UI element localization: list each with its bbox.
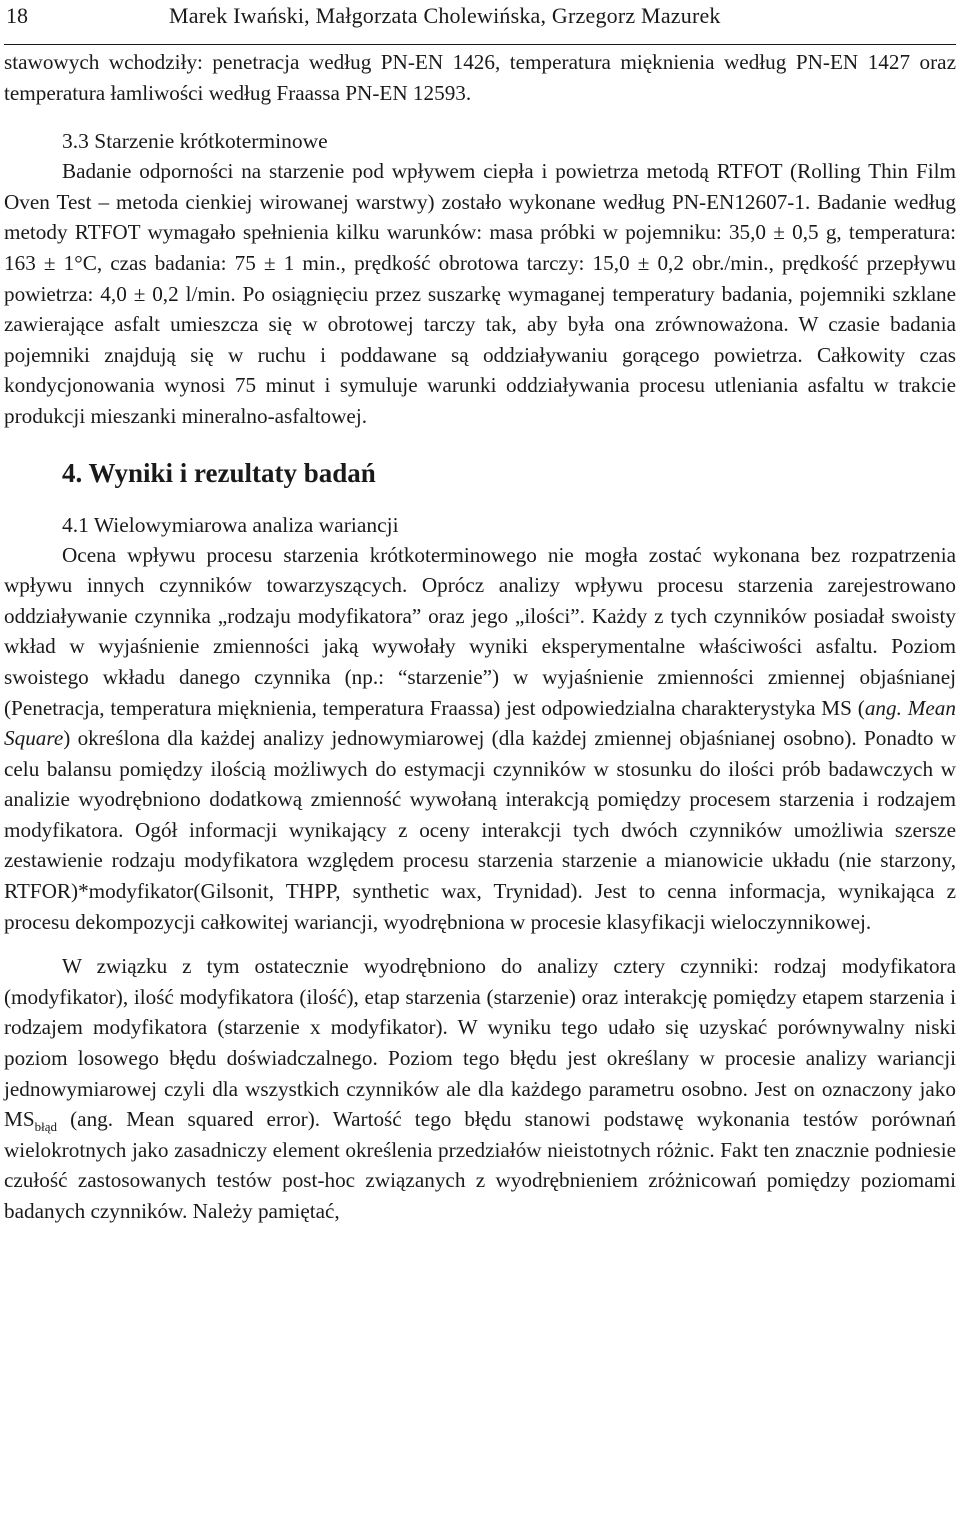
paragraph-1-text-b: ) określona dla każdej analizy jednowymiarowej (dla każdej zmiennej objaśnianej osobno). Ponadto w celu balansu pomiędzy ilością możliwych do estymacji czynników w stosunku do ilości prób badawczych w analizie wyodrębniono dodatkową zmienność wywołaną interakcją pomiędzy procesem starzenia i rodzajem modyfikatora. Ogół informacji wynikający z oceny interakcji tych dwóch czynników umożliwia szersze zestawienie rodzaju modyfikatora względem procesu starzenia starzenie a mianowicie układu (nie starzony, RTFOR)*modyfikator(Gilsonit, THPP, synthetic wax, Trynidad). Jest to cenna informacja, wynikająca z procesu dekompozycji całkowitej wariancji, wyodrębniona w procesie klasyfikacji wieloczynnikowej. [4,726,956,934]
page-header [4,0,956,45]
intro-paragraph: stawowych wchodziły: penetracja według PN-EN 1426, temperatura mięknienia według PN-EN 1427 oraz temperatura łamliwości według Fraassa PN-EN 12593. [4,50,956,105]
paragraph-1-emphasis: ang. Mean Square [4,695,956,751]
document-page [4,0,956,1227]
section-4-1-heading: 4.1 Wielowymiarowa analiza wariancji [62,512,399,537]
running-head-authors: Marek Iwański, Małgorzata Cholewińska, Grzegorz Mazurek [169,3,721,28]
page-number: 18 [6,3,28,28]
paragraph-2-text-a: W związku z tym ostatecznie wyodrębniono do analizy cztery czynniki: rodzaj modyfikatora (modyfikator), ilość modyfikatora (ilość), etap starzenia (starzenie) oraz interakcję pomiędzy etapem starzenia i rodzajem modyfikatora (starzenie x modyfikator). W wyniku tego udało się uzyskać porównywalny niski poziom losowego błędu doświadczalnego. Poziom tego błędu jest określany w procesie analizy wariancji jednowymiarowej czyli dla wszystkich czynników ale dla każdego parametru osobno. Jest on oznaczony jako MS [4,954,956,1132]
section-4-1-paragraph-1 [4,540,956,938]
paragraph-1-text-a: Ocena wpływu procesu starzenia krótkoterminowego nie mogła zostać wykonana bez rozpatrzenia wpływu innych czynników towarzyszących. Oprócz analizy wpływu procesu starzenia zarejestrowano oddziaływanie czynnika „rodzaju modyfikatora” oraz jego „ilości”. Każdy z tych czynników posiadał swoisty wkład w wyjaśnienie zmienności jaką wywołały wyniki eksperymentalne właściwości asfaltu. Poziom swoistego wkładu danego czynnika (np.: “starzenie”) w wyjaśnienie zmienności zmiennej objaśnianej (Penetracja, temperatura mięknienia, temperatura Fraassa) jest odpowiedzialna charakterystyka MS ( [4,542,956,720]
section-4-heading: 4. Wyniki i rezultaty badań [62,457,376,488]
section-3-3-heading: 3.3 Starzenie krótkoterminowe [62,129,328,154]
section-4-1-paragraph-2 [4,951,956,1226]
section-3-3-paragraph: Badanie odporności na starzenie pod wpływem ciepła i powietrza metodą RTFOT (Rolling Thin Film Oven Test – metoda cienkiej wirowanej warstwy) zostało wykonane według PN-EN12607-1. Badanie według metody RTFOT wymagało spełnienia kilku warunków: masa próbki w pojemniku: 35,0 ± 0,5 g, temperatura: 163 ± 1°C, czas badania: 75 ± 1 min., prędkość obrotowa tarczy: 15,0 ± 0,2 obr./min., prędkość przepływu powietrza: 4,0 ± 0,2 l/min. Po osiągnięciu przez suszarkę wymaganej temperatury badania, pojemniki szklane zawierające asfalt umieszcza się w obrotowej tarczy tak, aby była ona zrównoważona. W czasie badania pojemniki znajdują się w ruchu i poddawane są oddziaływaniu gorącego powietrza. Całkowity czas kondycjonowania wynosi 75 minut i symuluje warunki oddziaływania procesu utleniania asfaltu w trakcie produkcji mieszanki mineralno-asfaltowej. [4,159,956,428]
ms-subscript: błąd [34,1119,58,1135]
paragraph-2-text-b: (ang. Mean squared error). Wartość tego błędu stanowi podstawę wykonania testów porównań wielokrotnych jako zasadniczy element określenia przedziałów nieistotnych różnic. Fakt ten znacznie podniesie czułość zastosowanych testów post-hoc związanych z wyodrębnieniem zróżnicowań pomiędzy poziomami badanych czynników. Należy pamiętać, [4,1107,956,1223]
